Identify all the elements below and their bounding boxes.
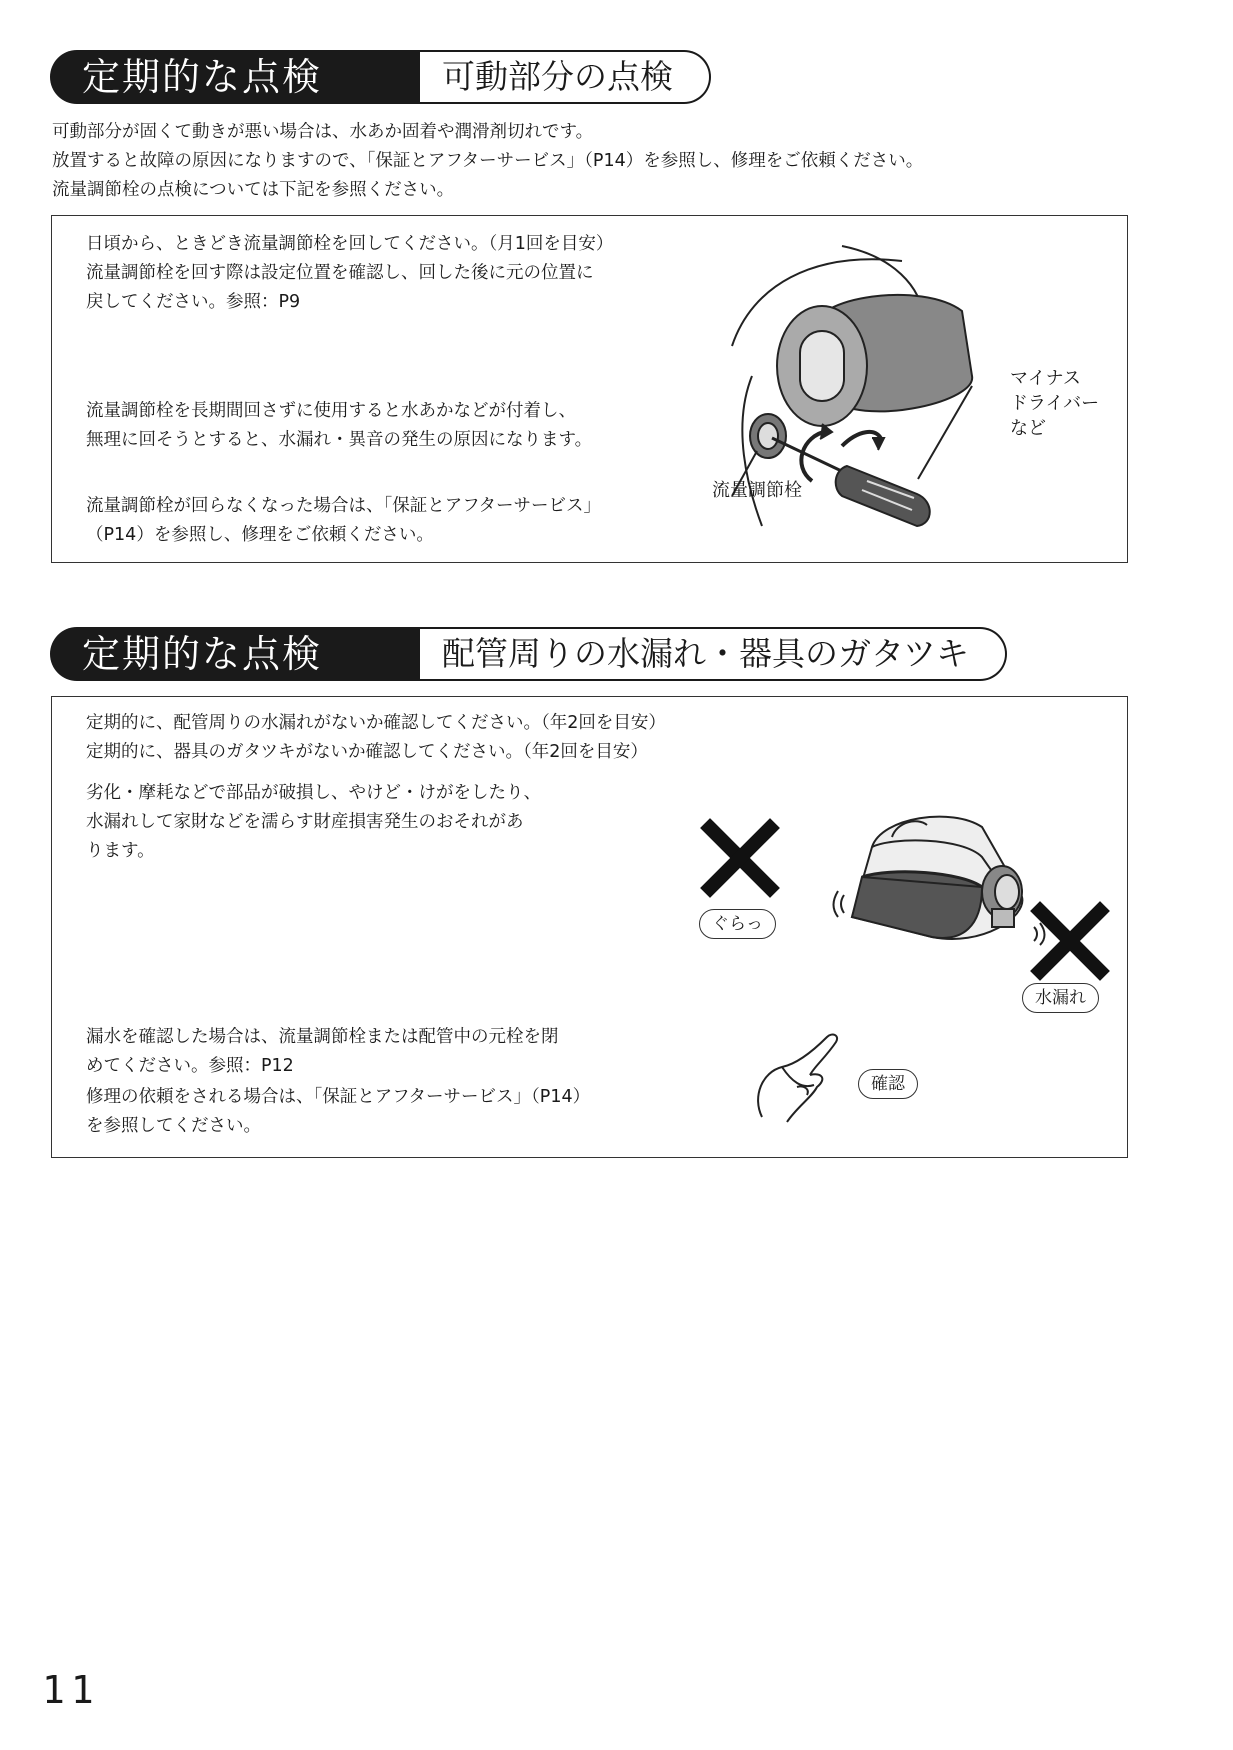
section1-para3: [86, 492, 601, 550]
text-line: 流量調節栓を長期間回さずに使用すると水あかなどが付着し、: [86, 401, 576, 421]
section2-title: 定期的な点検: [50, 627, 420, 681]
text-line: 流量調節栓が回らなくなった場合は、「保証とアフターサービス」: [86, 496, 602, 516]
text-line: 漏水を確認した場合は、流量調節栓または配管中の元栓を閉: [86, 1027, 559, 1047]
text-line: 水漏れして家財などを濡らす財産損害発生のおそれがあ: [86, 812, 524, 832]
page-number: 11: [42, 1668, 100, 1712]
text-line: 無理に回そうとすると、水漏れ・異音の発生の原因になります。: [86, 430, 593, 450]
faucet-illustration: [832, 797, 1072, 967]
label-line: ドライバー: [1010, 393, 1100, 414]
x-mark-icon: [704, 822, 776, 894]
text-line: 日頃から、ときどき流量調節栓を回してください。（月1回を目安）: [86, 234, 614, 254]
label-line: マイナス: [1010, 368, 1081, 389]
text-line: 戻してください。参照：P9: [86, 292, 301, 312]
check-tag: 確認: [858, 1069, 918, 1099]
section2-para4: [86, 1083, 590, 1141]
leak-tag: 水漏れ: [1022, 983, 1099, 1013]
intro-line: 放置すると故障の原因になりますので、「保証とアフターサービス」（P14）を参照し、修理をご依頼ください。: [52, 151, 924, 171]
section1-subtitle: 可動部分の点検: [420, 50, 711, 104]
driver-label: [1010, 366, 1099, 441]
text-line: ります。: [86, 841, 155, 861]
section1-box: [51, 215, 1128, 563]
section2-header: [50, 627, 1040, 681]
text-line: 定期的に、配管周りの水漏れがないか確認してください。（年2回を目安）: [86, 713, 666, 733]
section2-box: [51, 696, 1128, 1158]
section1-title: 定期的な点検: [50, 50, 420, 104]
text-line: を参照してください。: [86, 1116, 261, 1136]
valve-label: 流量調節栓: [712, 480, 802, 501]
section2-para3: [86, 1023, 559, 1081]
section2-para2: [86, 779, 541, 866]
section1-para2: [86, 397, 592, 455]
text-line: 流量調節栓を回す際は設定位置を確認し、回した後に元の位置に: [86, 263, 594, 283]
label-line: など: [1010, 418, 1046, 439]
wobble-tag: ぐらっ: [699, 909, 776, 939]
pointing-hand-icon: [752, 1027, 862, 1127]
text-line: （P14）を参照し、修理をご依頼ください。: [86, 525, 434, 545]
intro-line: 流量調節栓の点検については下記を参照ください。: [52, 180, 455, 200]
text-line: 修理の依頼をされる場合は、「保証とアフターサービス」（P14）: [86, 1087, 591, 1107]
section1-header: [50, 50, 1040, 104]
text-line: 劣化・摩耗などで部品が破損し、やけど・けがをしたり、: [86, 783, 541, 803]
text-line: 定期的に、器具のガタツキがないか確認してください。（年2回を目安）: [86, 742, 648, 762]
section1-intro: [52, 118, 923, 205]
section1-para1: [86, 230, 613, 317]
section2-para1: [86, 709, 666, 767]
section2-subtitle: 配管周りの水漏れ・器具のガタツキ: [420, 627, 1007, 681]
text-line: めてください。参照：P12: [86, 1056, 294, 1076]
intro-line: 可動部分が固くて動きが悪い場合は、水あか固着や潤滑剤切れです。: [52, 122, 594, 142]
